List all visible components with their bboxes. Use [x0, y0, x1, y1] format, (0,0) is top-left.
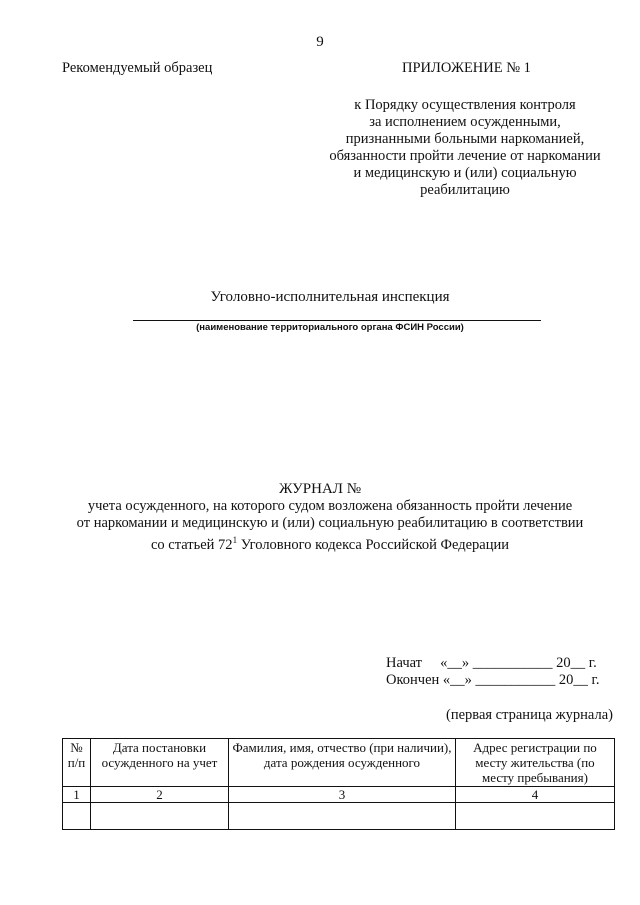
empty-cell: [91, 803, 229, 830]
empty-cell: [456, 803, 615, 830]
number-cell: 1: [63, 787, 91, 803]
header-cell: Адрес регистрации по месту жительства (по месту пребывания): [456, 739, 615, 787]
page-number: 9: [316, 34, 324, 50]
header-cell: Фамилия, имя, отчество (при наличии), дата рождения осужденного: [229, 739, 456, 787]
appendix-title: ПРИЛОЖЕНИЕ № 1: [402, 60, 531, 76]
appendix-line: реабилитацию: [420, 182, 510, 198]
appendix-line: и медицинскую и (или) социальную: [353, 165, 577, 181]
org-name-caption: (наименование территориального органа ФСИН России): [196, 322, 464, 333]
empty-cell: [63, 803, 91, 830]
number-cell: 2: [91, 787, 229, 803]
journal-line-part: со статьей 72: [150, 536, 233, 553]
journal-description: [60, 498, 600, 554]
journal-line: [60, 532, 600, 554]
table-header-row: [63, 739, 615, 787]
appendix-line: признанными больными наркоманией,: [345, 131, 585, 147]
journal-title: ЖУРНАЛ №: [278, 481, 362, 497]
table-number-row: [63, 787, 615, 803]
started-date: Начат «__» ___________ 20__ г.: [386, 655, 597, 671]
article-superscript: 1: [232, 535, 238, 545]
journal-table: [62, 738, 615, 830]
inspection-title: Уголовно-исполнительная инспекция: [210, 289, 450, 305]
ended-date: Окончен «__» ___________ 20__ г.: [386, 672, 600, 688]
table-row: [63, 803, 615, 830]
empty-cell: [229, 803, 456, 830]
recommended-sample-label: Рекомендуемый образец: [62, 60, 213, 76]
appendix-line: за исполнением осужденными,: [369, 114, 561, 130]
number-cell: 3: [229, 787, 456, 803]
header-cell: № п/п: [63, 739, 91, 787]
header-cell: Дата постановки осужденного на учет: [91, 739, 229, 787]
journal-line-part: Уголовного кодекса Российской Федерации: [237, 536, 510, 553]
appendix-line: к Порядку осуществления контроля: [354, 97, 576, 113]
appendix-line: обязанности пройти лечение от наркомании: [329, 148, 601, 164]
journal-line: учета осужденного, на которого судом возложена обязанность пройти лечение: [87, 498, 573, 514]
appendix-description: [300, 97, 630, 199]
number-cell: 4: [456, 787, 615, 803]
journal-line: от наркомании и медицинскую и (или) социальную реабилитацию в соответствии: [76, 515, 584, 531]
org-name-line: [133, 320, 541, 321]
first-page-note: (первая страница журнала): [446, 707, 613, 723]
